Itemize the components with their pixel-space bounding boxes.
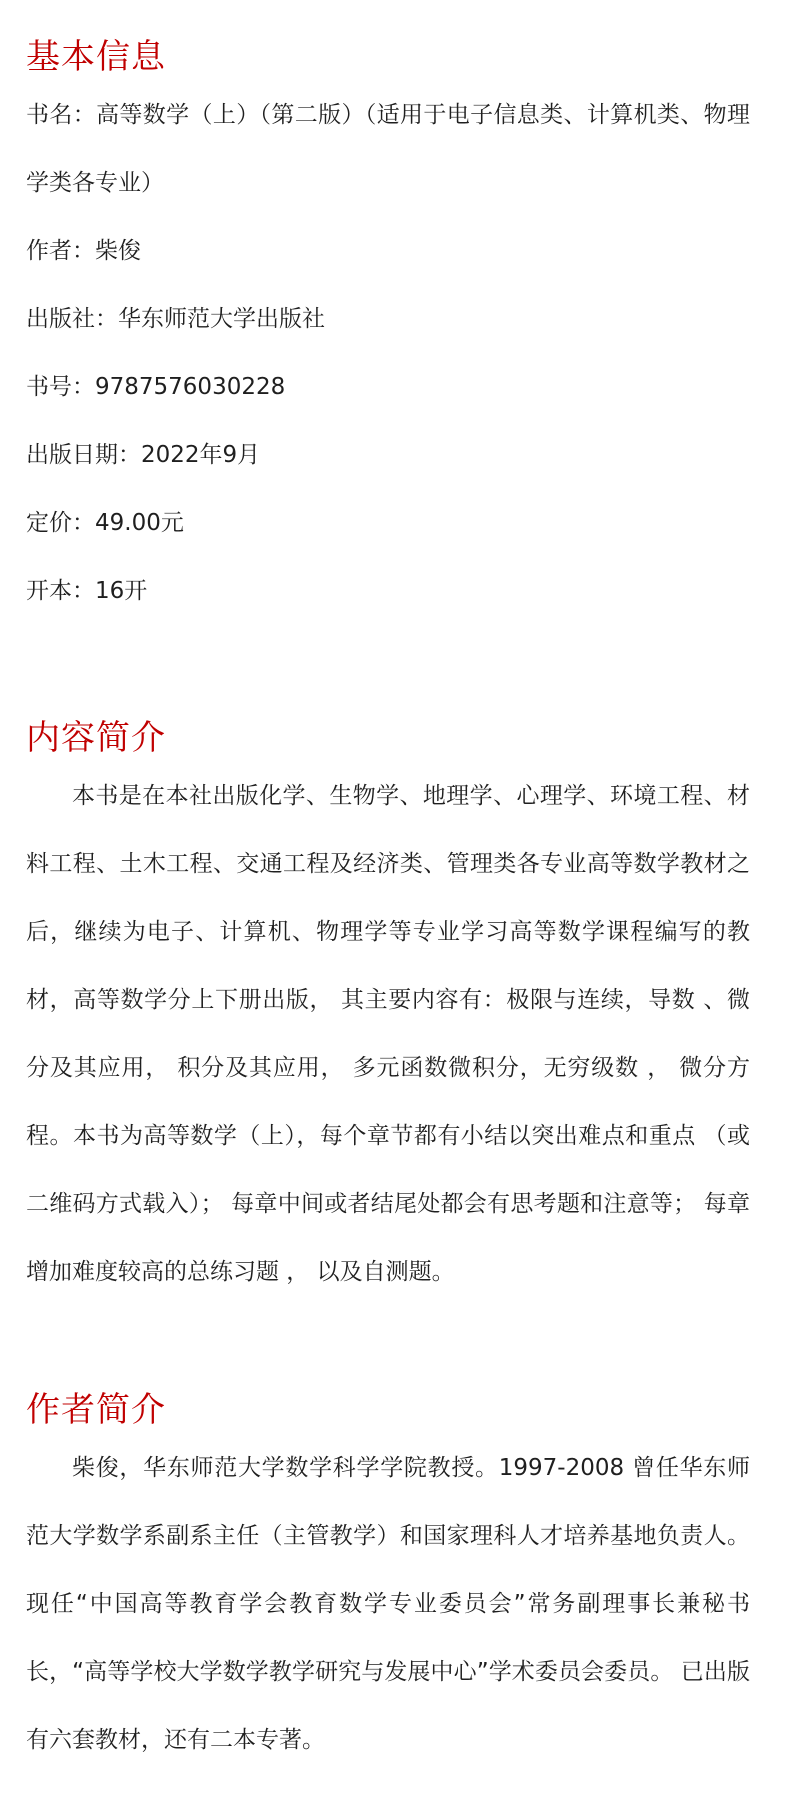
author-line: 作者：柴俊: [26, 238, 141, 264]
format-line: 开本：16开: [26, 578, 148, 604]
summary-section: [26, 718, 750, 1306]
summary-paragraph: 本书是在本社出版化学、生物学、地理学、心理学、环境工程、材料工程、土木工程、交通工程及经济类、管理类各专业高等数学教材之后，继续为电子、计算机、物理学等专业学习高等数学课程编写的教材，高等数学分上下册出版， 其主要内容有：极限与连续，导数 、微分及其应用， 积分及其应用， 多元函数微积分，无穷级数 ， 微分方程。本书为高等数学（上），每个章节都有小结以突出难点和重点 （或二维码方式载入）； 每章中间或者结尾处都会有思考题和注意等； 每章增加难度较高的总练习题 ， 以及自测题。: [26, 783, 750, 1285]
book-title-line: 书名：高等数学（上）（第二版）（适用于电子信息类、计算机类、物理学类各专业）: [26, 102, 750, 196]
basic-info-heading: 基本信息: [26, 37, 166, 77]
author-intro-heading: 作者简介: [26, 1390, 166, 1430]
author-intro-section: [26, 1390, 750, 1774]
publisher-line: 出版社：华东师范大学出版社: [26, 306, 325, 332]
basic-info-section: [26, 37, 750, 625]
publish-date-line: 出版日期：2022年9月: [26, 442, 261, 468]
summary-heading: 内容简介: [26, 718, 166, 758]
price-line: 定价：49.00元: [26, 510, 184, 536]
isbn-line: 书号：9787576030228: [26, 374, 286, 400]
author-intro-paragraph: 柴俊，华东师范大学数学科学学院教授。1997-2008 曾任华东师范大学数学系副系主任（主管教学）和国家理科人才培养基地负责人。现任“中国高等教育学会教育数学专业委员会”常务副理事长兼秘书长，“高等学校大学数学教学研究与发展中心”学术委员会委员。 已出版有六套教材，还有二本专著。: [26, 1455, 750, 1753]
